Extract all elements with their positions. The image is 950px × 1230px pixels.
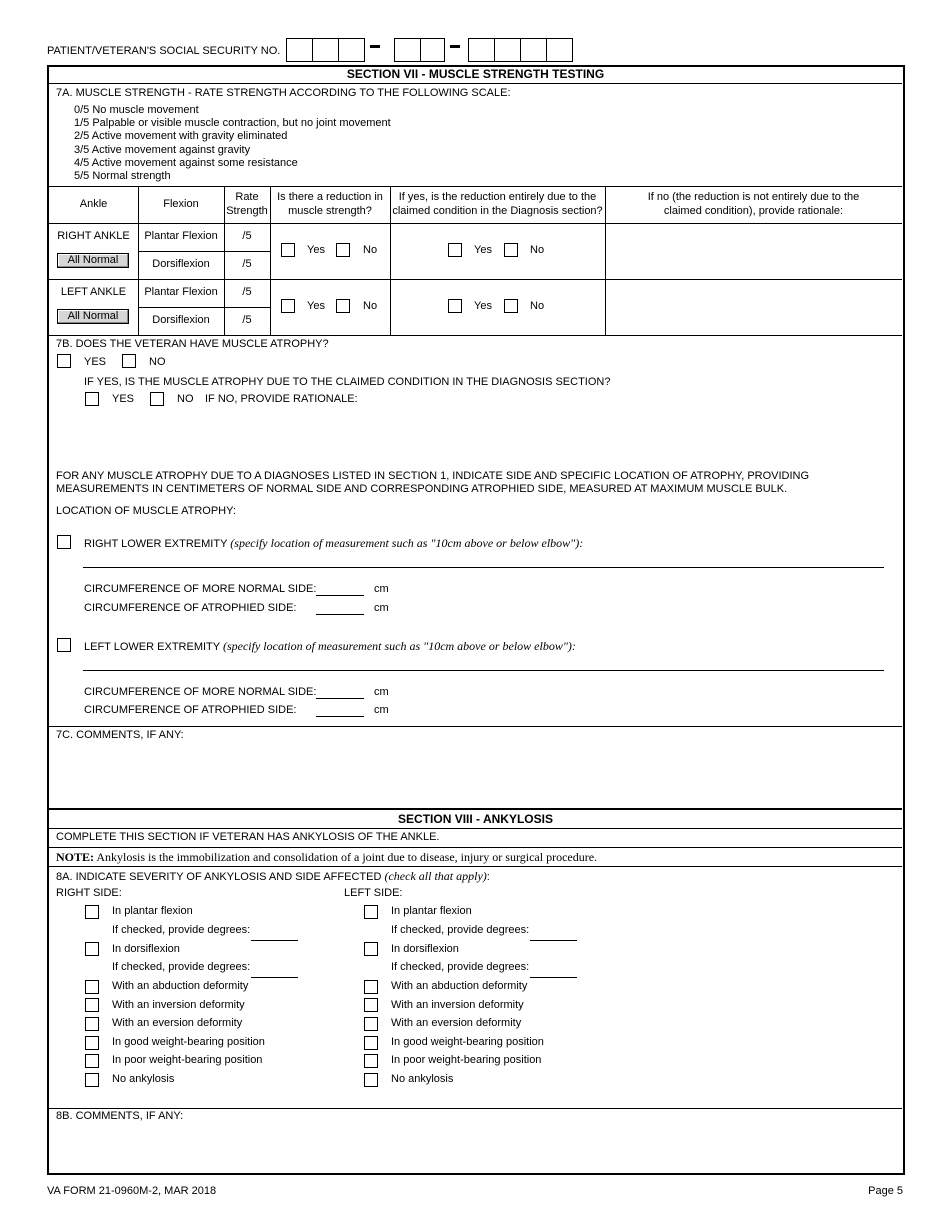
left-location-field[interactable] bbox=[83, 670, 884, 671]
location-label: LOCATION OF MUSCLE ATROPHY: bbox=[56, 505, 236, 517]
yes-label: Yes bbox=[474, 300, 492, 312]
divider bbox=[49, 828, 902, 829]
right-lower-extremity-label bbox=[84, 536, 583, 551]
right-plantar-flexion-checkbox[interactable] bbox=[85, 905, 99, 919]
atrophy-no-checkbox[interactable] bbox=[122, 354, 136, 368]
cm-unit: cm bbox=[374, 583, 389, 595]
circ-normal-label: CIRCUMFERENCE OF MORE NORMAL SIDE: bbox=[84, 583, 317, 595]
ssn-cell-divider bbox=[312, 38, 313, 62]
left-ankle-label: LEFT ANKLE bbox=[60, 286, 127, 298]
no-label: NO bbox=[149, 356, 166, 368]
atrophy-instructions: FOR ANY MUSCLE ATROPHY DUE TO A DIAGNOSES LISTED IN SECTION 1, INDICATE SIDE AND SPECIFIC LOCATION OF ATROPHY, PROVIDING bbox=[56, 470, 810, 482]
no-label: No bbox=[530, 300, 545, 312]
note-label: NOTE: bbox=[56, 850, 95, 864]
question-8a-note: (check all that apply) bbox=[384, 869, 487, 883]
strength-rating[interactable]: /5 bbox=[242, 258, 252, 270]
left-rationale-field[interactable] bbox=[606, 280, 901, 335]
col-header-reduction: muscle strength? bbox=[288, 205, 372, 217]
right-side-label: RIGHT SIDE: bbox=[56, 887, 122, 899]
ssn-dash bbox=[370, 45, 380, 48]
ssn-part1-input[interactable] bbox=[286, 38, 365, 62]
left-dorsi-degrees-input[interactable] bbox=[530, 977, 577, 978]
strength-rating[interactable]: /5 bbox=[242, 286, 252, 298]
yes-label: YES bbox=[112, 393, 135, 405]
motion-plantar-flexion: Plantar Flexion bbox=[144, 230, 218, 242]
no-label: NO bbox=[177, 393, 194, 405]
no-label: No bbox=[363, 300, 378, 312]
ssn-cell-divider bbox=[494, 38, 495, 62]
left-abduction-checkbox[interactable] bbox=[364, 980, 378, 994]
ssn-cell-divider bbox=[520, 38, 521, 62]
table-bottom-border bbox=[49, 335, 902, 336]
ssn-label: PATIENT/VETERAN'S SOCIAL SECURITY NO. bbox=[47, 45, 281, 57]
option-label: In plantar flexion bbox=[391, 905, 472, 917]
divider bbox=[49, 1108, 902, 1109]
section-7-title: SECTION VII - MUSCLE STRENGTH TESTING bbox=[346, 67, 605, 81]
option-label: In poor weight-bearing position bbox=[112, 1054, 263, 1066]
right-plantar-degrees-input[interactable] bbox=[251, 940, 298, 941]
section-8-instruction: COMPLETE THIS SECTION IF VETERAN HAS ANKYLOSIS OF THE ANKLE. bbox=[56, 831, 440, 843]
scale-item: 4/5 Active movement against some resistance bbox=[74, 157, 298, 169]
left-good-weight-checkbox[interactable] bbox=[364, 1036, 378, 1050]
right-lower-extremity-checkbox[interactable] bbox=[57, 535, 71, 549]
specify-note: (specify location of measurement such as "10cm above or below elbow"): bbox=[222, 639, 576, 653]
divider bbox=[49, 866, 902, 867]
right-location-field[interactable] bbox=[83, 567, 884, 568]
option-label: In dorsiflexion bbox=[391, 943, 459, 955]
right-good-weight-checkbox[interactable] bbox=[85, 1036, 99, 1050]
if-no-rationale-label: IF NO, PROVIDE RATIONALE: bbox=[205, 393, 358, 405]
strength-rating[interactable]: /5 bbox=[242, 314, 252, 326]
option-label: In good weight-bearing position bbox=[391, 1036, 544, 1048]
option-label: With an abduction deformity bbox=[391, 980, 528, 992]
left-side-label: LEFT SIDE: bbox=[344, 887, 403, 899]
right-poor-weight-checkbox[interactable] bbox=[85, 1054, 99, 1068]
option-label: In plantar flexion bbox=[112, 905, 193, 917]
scale-item: 5/5 Normal strength bbox=[74, 170, 171, 182]
scale-item: 0/5 No muscle movement bbox=[74, 104, 199, 116]
left-due-no-checkbox[interactable] bbox=[504, 299, 518, 313]
row-divider bbox=[138, 251, 270, 252]
scale-item: 1/5 Palpable or visible muscle contraction, but no joint movement bbox=[74, 117, 391, 129]
col-header-flexion: Flexion bbox=[163, 198, 199, 210]
atrophy-rationale-field[interactable] bbox=[84, 408, 884, 463]
degrees-label: If checked, provide degrees: bbox=[112, 924, 251, 936]
no-label: No bbox=[363, 244, 378, 256]
left-due-yes-checkbox[interactable] bbox=[448, 299, 462, 313]
col-header-due: claimed condition in the Diagnosis section? bbox=[392, 205, 603, 217]
yes-label: Yes bbox=[474, 244, 492, 256]
question-8a-text: 8A. INDICATE SEVERITY OF ANKYLOSIS AND SIDE AFFECTED bbox=[56, 871, 382, 883]
yes-label: YES bbox=[84, 356, 107, 368]
atrophy-instructions: MEASUREMENTS IN CENTIMETERS OF NORMAL SIDE AND CORRESPONDING ATROPHIED SIDE, MEASURED AT MAXIMUM MUSCLE BULK. bbox=[56, 483, 788, 495]
motion-dorsiflexion: Dorsiflexion bbox=[152, 314, 210, 326]
right-dorsiflexion-checkbox[interactable] bbox=[85, 942, 99, 956]
left-circ-atrophied-input[interactable] bbox=[316, 716, 364, 717]
left-lower-extremity-checkbox[interactable] bbox=[57, 638, 71, 652]
scale-item: 3/5 Active movement against gravity bbox=[74, 144, 251, 156]
circ-normal-label: CIRCUMFERENCE OF MORE NORMAL SIDE: bbox=[84, 686, 317, 698]
right-no-ankylosis-checkbox[interactable] bbox=[85, 1073, 99, 1087]
divider bbox=[49, 808, 902, 810]
option-label: In dorsiflexion bbox=[112, 943, 180, 955]
right-circ-atrophied-input[interactable] bbox=[316, 614, 364, 615]
right-inversion-checkbox[interactable] bbox=[85, 998, 99, 1012]
circ-atrophied-label: CIRCUMFERENCE OF ATROPHIED SIDE: bbox=[84, 602, 297, 614]
left-dorsiflexion-checkbox[interactable] bbox=[364, 942, 378, 956]
cm-unit: cm bbox=[374, 704, 389, 716]
right-ankle-label: RIGHT ANKLE bbox=[57, 230, 130, 242]
left-reduction-no-checkbox[interactable] bbox=[336, 299, 350, 313]
specify-note: (specify location of measurement such as "10cm above or below elbow"): bbox=[230, 536, 584, 550]
left-plantar-flexion-checkbox[interactable] bbox=[364, 905, 378, 919]
motion-dorsiflexion: Dorsiflexion bbox=[152, 258, 210, 270]
scale-item: 2/5 Active movement with gravity eliminated bbox=[74, 130, 288, 142]
col-header-due: If yes, is the reduction entirely due to the bbox=[398, 191, 597, 203]
divider bbox=[49, 847, 902, 848]
option-label: With an eversion deformity bbox=[112, 1017, 243, 1029]
left-circ-normal-input[interactable] bbox=[316, 698, 364, 699]
section-8-title: SECTION VIII - ANKYLOSIS bbox=[398, 812, 553, 826]
right-ankle-all-normal-button[interactable]: All Normal bbox=[57, 253, 129, 268]
option-label: With an inversion deformity bbox=[391, 999, 524, 1011]
left-lower-extremity-label bbox=[84, 639, 576, 654]
atrophy-due-no-checkbox[interactable] bbox=[150, 392, 164, 406]
question-8a-colon: : bbox=[486, 871, 490, 883]
right-reduction-yes-checkbox[interactable] bbox=[281, 243, 295, 257]
left-lower-extremity-text: LEFT LOWER EXTREMITY bbox=[84, 641, 220, 653]
ssn-cell-divider bbox=[546, 38, 547, 62]
note-text: Ankylosis is the immobilization and consolidation of a joint due to disease, injury or surgical procedure. bbox=[96, 850, 598, 864]
left-poor-weight-checkbox[interactable] bbox=[364, 1054, 378, 1068]
ssn-cell-divider bbox=[420, 38, 421, 62]
right-eversion-checkbox[interactable] bbox=[85, 1017, 99, 1031]
right-abduction-checkbox[interactable] bbox=[85, 980, 99, 994]
table-top-border bbox=[49, 186, 902, 187]
divider bbox=[49, 83, 902, 84]
strength-rating[interactable]: /5 bbox=[242, 230, 252, 242]
motion-plantar-flexion: Plantar Flexion bbox=[144, 286, 218, 298]
col-header-rationale: claimed condition), provide rationale: bbox=[663, 205, 844, 217]
left-ankle-all-normal-button[interactable]: All Normal bbox=[57, 309, 129, 324]
question-8b: 8B. COMMENTS, IF ANY: bbox=[56, 1110, 184, 1122]
option-label: With an abduction deformity bbox=[112, 980, 249, 992]
comments-7c-field[interactable] bbox=[50, 745, 900, 807]
row-divider bbox=[138, 307, 270, 308]
question-7a: 7A. MUSCLE STRENGTH - RATE STRENGTH ACCORDING TO THE FOLLOWING SCALE: bbox=[56, 87, 511, 99]
ssn-dash bbox=[450, 45, 460, 48]
note bbox=[56, 850, 597, 865]
form-id: VA FORM 21-0960M-2, MAR 2018 bbox=[47, 1185, 217, 1197]
col-header-ankle: Ankle bbox=[79, 198, 108, 210]
question-7b-sub: IF YES, IS THE MUSCLE ATROPHY DUE TO THE CLAIMED CONDITION IN THE DIAGNOSIS SECTION? bbox=[84, 376, 611, 388]
question-7b: 7B. DOES THE VETERAN HAVE MUSCLE ATROPHY? bbox=[56, 338, 329, 350]
col-header-rationale: If no (the reduction is not entirely due to the bbox=[647, 191, 860, 203]
degrees-label: If checked, provide degrees: bbox=[391, 924, 530, 936]
option-label: In poor weight-bearing position bbox=[391, 1054, 542, 1066]
yes-label: Yes bbox=[307, 244, 325, 256]
right-reduction-no-checkbox[interactable] bbox=[336, 243, 350, 257]
option-label: In good weight-bearing position bbox=[112, 1036, 265, 1048]
circ-atrophied-label: CIRCUMFERENCE OF ATROPHIED SIDE: bbox=[84, 704, 297, 716]
divider bbox=[49, 726, 902, 727]
comments-8b-field[interactable] bbox=[50, 1126, 900, 1170]
col-header-strength: Strength bbox=[226, 205, 268, 217]
left-no-ankylosis-checkbox[interactable] bbox=[364, 1073, 378, 1087]
cm-unit: cm bbox=[374, 602, 389, 614]
left-inversion-checkbox[interactable] bbox=[364, 998, 378, 1012]
right-circ-normal-input[interactable] bbox=[316, 595, 364, 596]
option-label: With an inversion deformity bbox=[112, 999, 245, 1011]
degrees-label: If checked, provide degrees: bbox=[391, 961, 530, 973]
page-number: Page 5 bbox=[868, 1185, 903, 1197]
atrophy-due-yes-checkbox[interactable] bbox=[85, 392, 99, 406]
right-due-yes-checkbox[interactable] bbox=[448, 243, 462, 257]
cm-unit: cm bbox=[374, 686, 389, 698]
option-label: With an eversion deformity bbox=[391, 1017, 522, 1029]
option-label: No ankylosis bbox=[112, 1073, 175, 1085]
question-7c: 7C. COMMENTS, IF ANY: bbox=[56, 729, 184, 741]
ssn-cell-divider bbox=[338, 38, 339, 62]
left-plantar-degrees-input[interactable] bbox=[530, 940, 577, 941]
left-reduction-yes-checkbox[interactable] bbox=[281, 299, 295, 313]
col-header-rate: Rate bbox=[235, 191, 259, 203]
col-header-reduction: Is there a reduction in bbox=[277, 191, 383, 203]
question-8a bbox=[56, 869, 490, 884]
option-label: No ankylosis bbox=[391, 1073, 454, 1085]
atrophy-yes-checkbox[interactable] bbox=[57, 354, 71, 368]
yes-label: Yes bbox=[307, 300, 325, 312]
no-label: No bbox=[530, 244, 545, 256]
degrees-label: If checked, provide degrees: bbox=[112, 961, 251, 973]
right-rationale-field[interactable] bbox=[606, 224, 901, 279]
right-lower-extremity-text: RIGHT LOWER EXTREMITY bbox=[84, 538, 228, 550]
right-due-no-checkbox[interactable] bbox=[504, 243, 518, 257]
left-eversion-checkbox[interactable] bbox=[364, 1017, 378, 1031]
right-dorsi-degrees-input[interactable] bbox=[251, 977, 298, 978]
